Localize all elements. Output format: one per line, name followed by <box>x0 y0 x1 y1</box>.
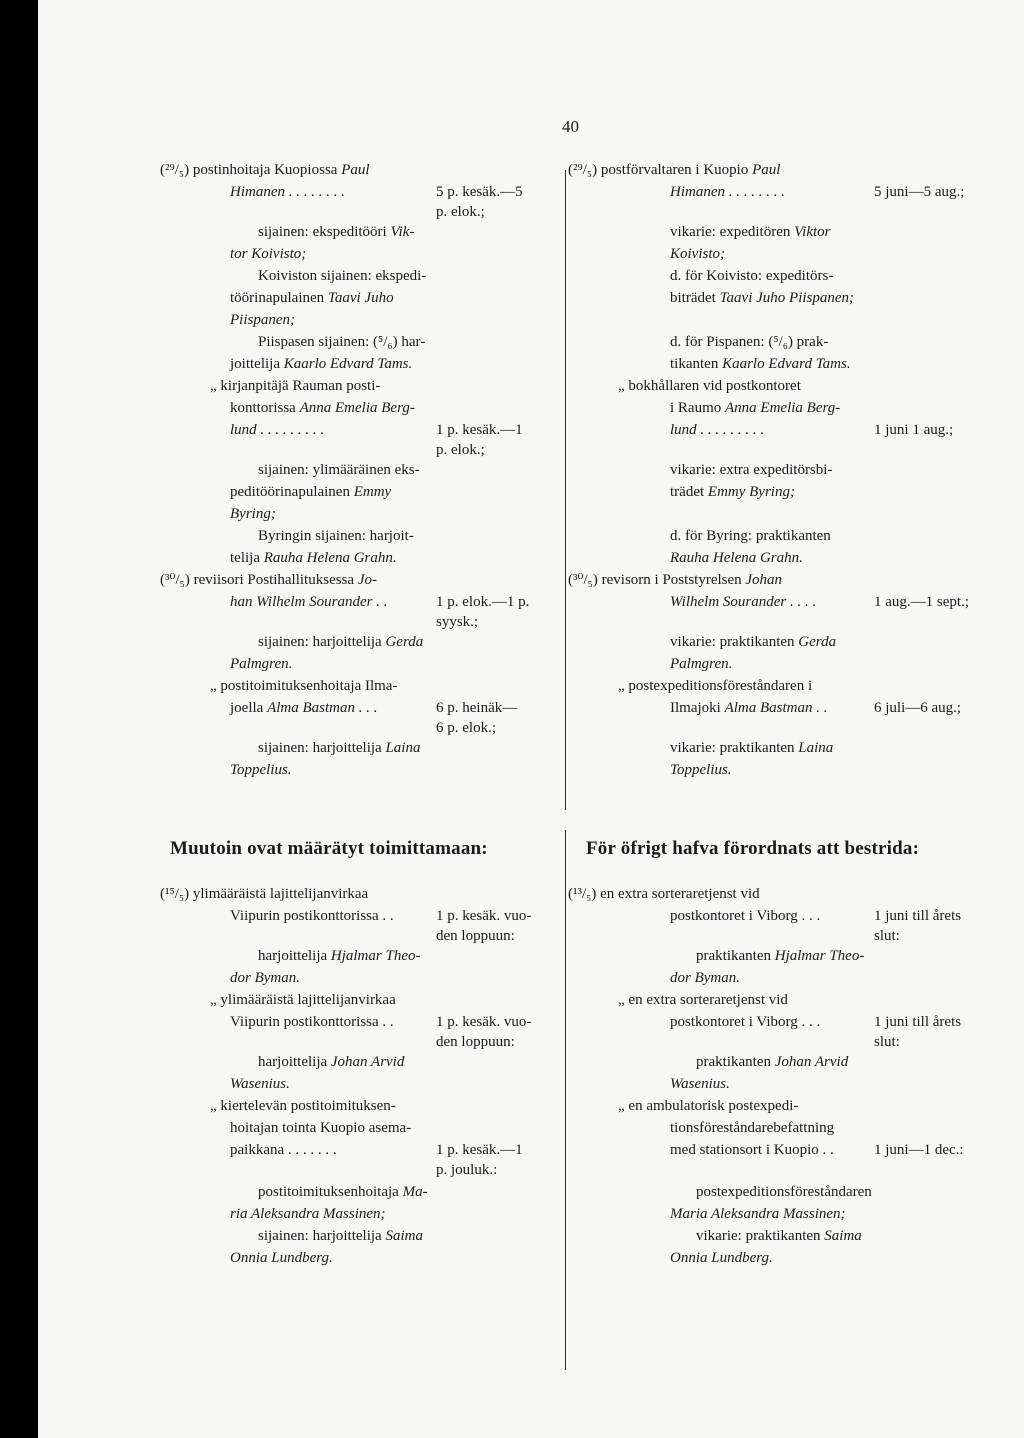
swedish-assignment-line <box>568 884 760 904</box>
swedish-entry-text: (²⁹/₅) postförvaltaren i Kuopio <box>568 162 753 178</box>
swedish-entry-date: 6 juli—6 aug.; <box>874 700 962 716</box>
finnish-entry-line <box>210 376 380 396</box>
swedish-entry-line <box>618 376 801 396</box>
swedish-entry-name-text: Johan <box>745 572 783 588</box>
swedish-entry-line <box>670 244 725 264</box>
finnish-entry-text: Byringin sijainen: harjoit- <box>258 528 414 544</box>
finnish-assignment-line <box>230 1248 333 1268</box>
swedish-entry-text: vikarie: extra expeditörsbi- <box>670 462 833 478</box>
finnish-entry-name-text: tor Koivisto; <box>230 246 307 262</box>
heading-finnish: Muutoin ovat määrätyt toimittamaan: <box>170 838 488 859</box>
finnish-entry-name-text: Himanen . . . . . . . . <box>230 184 345 200</box>
finnish-entry-line <box>230 504 276 524</box>
finnish-assignment-line <box>230 968 300 988</box>
finnish-assignment-date: 1 p. kesäk.—1 <box>436 1142 523 1158</box>
finnish-entry-text: konttorissa <box>230 400 300 416</box>
finnish-assignment-name-text: Hjalmar Theo- <box>330 948 421 964</box>
upper-swedish-column <box>568 160 868 800</box>
finnish-assignment-text: paikkana . . . . . . . <box>230 1142 337 1158</box>
finnish-entry-name-text: Taavi Juho <box>327 290 394 306</box>
finnish-assignment-line <box>258 946 420 966</box>
finnish-entry-line <box>230 244 306 264</box>
finnish-entry-line <box>160 160 370 180</box>
swedish-assignment-date: 1 juni till årets <box>874 908 962 924</box>
finnish-entry-line <box>230 310 295 330</box>
finnish-entry-date: 1 p. kesäk.—1 <box>436 422 523 438</box>
swedish-entry-text: vikarie: praktikanten <box>670 740 799 756</box>
finnish-entry-line <box>230 288 394 308</box>
swedish-entry-text: Ilmajoki <box>670 700 725 716</box>
swedish-entry-line <box>618 676 812 696</box>
finnish-entry-text: telija <box>230 550 264 566</box>
swedish-entry-text: „ bokhållaren vid postkontoret <box>618 378 801 394</box>
swedish-entry-date: 5 juni—5 aug.; <box>874 184 965 200</box>
column-divider-lower <box>565 830 566 1370</box>
swedish-entry-name-text: Palmgren. <box>670 656 733 672</box>
finnish-assignment-line <box>230 1074 290 1094</box>
finnish-assignment-text: harjoittelija <box>258 1054 331 1070</box>
finnish-assignment-date: p. jouluk.: <box>436 1162 498 1178</box>
finnish-assignment-date: 1 p. kesäk. vuo- <box>436 1014 532 1030</box>
finnish-entry-line <box>230 420 324 440</box>
swedish-entry-text: i Raumo <box>670 400 725 416</box>
swedish-assignment-line <box>670 1140 834 1160</box>
swedish-assignment-line <box>670 1012 820 1032</box>
finnish-assignment-name-text: Johan Arvid <box>330 1054 405 1070</box>
finnish-entry-name-text: Paul <box>341 162 370 178</box>
swedish-entry-text: d. för Byring: praktikanten <box>670 528 831 544</box>
swedish-assignment-name-text: Wasenius. <box>670 1076 730 1092</box>
finnish-entry-text: (²⁹/₅) postinhoitaja Kuopiossa <box>160 162 342 178</box>
swedish-assignment-line <box>670 1248 773 1268</box>
swedish-assignment-text: (¹³/₅) en extra sorteraretjenst vid <box>568 886 760 902</box>
swedish-assignment-line <box>696 946 864 966</box>
swedish-entry-text: „ postexpeditionsföreståndaren i <box>618 678 813 694</box>
column-divider-upper <box>565 170 566 810</box>
swedish-assignment-line <box>696 1052 848 1072</box>
finnish-assignment-name-text: Onnia Lundberg. <box>230 1250 333 1266</box>
swedish-entry-line <box>670 698 828 718</box>
swedish-assignment-date: slut: <box>874 928 900 944</box>
finnish-entry-line <box>230 698 378 718</box>
swedish-entry-line <box>670 398 840 418</box>
finnish-entry-line <box>230 482 391 502</box>
swedish-assignment-name-text: dor Byman. <box>670 970 740 986</box>
swedish-assignment-line <box>696 1182 872 1202</box>
finnish-entry-text: Koiviston sijainen: ekspedi- <box>258 268 427 284</box>
finnish-entry-line <box>258 738 420 758</box>
finnish-entry-text: töörinapulainen <box>230 290 328 306</box>
swedish-entry-name-text: Kaarlo Edvard Tams. <box>722 356 851 372</box>
swedish-entry-name-text: Anna Emelia Berg- <box>725 400 841 416</box>
swedish-entry-name-text: Gerda <box>798 634 837 650</box>
lower-swedish-column <box>568 884 872 1374</box>
swedish-assignment-date: slut: <box>874 1034 900 1050</box>
swedish-assignment-text: postkontoret i Viborg . . . <box>670 908 821 924</box>
finnish-assignment-line <box>230 906 394 926</box>
finnish-entry-name-text: Anna Emelia Berg- <box>299 400 415 416</box>
swedish-entry-text: d. för Pispanen: (⁵/₆) prak- <box>670 334 829 350</box>
finnish-entry-name-text: Piispanen; <box>230 312 295 328</box>
finnish-entry-line <box>160 570 377 590</box>
swedish-entry-name-text: Paul <box>752 162 781 178</box>
swedish-entry-line <box>670 288 854 308</box>
finnish-entry-line <box>258 460 420 480</box>
swedish-assignment-date: 1 juni—1 dec.: <box>874 1142 964 1158</box>
swedish-entry-name-text: Viktor <box>794 224 831 240</box>
finnish-entry-line <box>230 182 345 202</box>
swedish-entry-line <box>670 460 832 480</box>
swedish-entry-text: tikanten <box>670 356 723 372</box>
finnish-entry-name-text: Laina <box>385 740 421 756</box>
finnish-assignment-line <box>160 884 368 904</box>
finnish-entry-text: joittelija <box>230 356 284 372</box>
finnish-assignment-text: harjoittelija <box>258 948 331 964</box>
swedish-entry-line <box>568 160 780 180</box>
swedish-entry-date: 1 aug.—1 sept.; <box>874 594 969 610</box>
finnish-assignment-name-text: Saima <box>385 1228 423 1244</box>
swedish-entry-name-text: Emmy Byring; <box>707 484 795 500</box>
finnish-entry-text: Piispasen sijainen: (⁵/₆) har- <box>258 334 426 350</box>
swedish-entry-name-text: Rauha Helena Grahn. <box>670 550 803 566</box>
swedish-entry-text: (³⁰/₅) revisorn i Poststyrelsen <box>568 572 746 588</box>
swedish-entry-line <box>670 332 828 352</box>
finnish-entry-name-text: Gerda <box>385 634 424 650</box>
swedish-entry-line <box>670 632 836 652</box>
swedish-assignment-line <box>670 906 820 926</box>
finnish-entry-date: 6 p. heinäk— <box>436 700 518 716</box>
finnish-entry-text: joella <box>230 700 268 716</box>
swedish-assignment-name-text: Saima <box>824 1228 862 1244</box>
swedish-assignment-date: 1 juni till årets <box>874 1014 962 1030</box>
swedish-entry-line <box>670 738 833 758</box>
swedish-entry-name-text: Wilhelm Sourander . . . . <box>670 594 817 610</box>
swedish-entry-line <box>670 548 803 568</box>
swedish-entry-line <box>670 654 732 674</box>
finnish-entry-text: sijainen: ekspeditööri <box>258 224 391 240</box>
swedish-assignment-text: vikarie: praktikanten <box>696 1228 825 1244</box>
finnish-entry-name-text: Emmy <box>353 484 392 500</box>
finnish-assignment-line <box>258 1182 428 1202</box>
upper-finnish-column <box>160 160 440 800</box>
upper-swedish-dates-column <box>874 160 1024 716</box>
finnish-entry-line <box>230 548 397 568</box>
finnish-entry-text: sijainen: ylimääräinen eks- <box>258 462 420 478</box>
swedish-assignment-name-text: Johan Arvid <box>774 1054 849 1070</box>
finnish-entry-line <box>230 354 412 374</box>
finnish-entry-name-text: Toppelius. <box>230 762 292 778</box>
upper-finnish-dates-column <box>436 160 561 736</box>
swedish-entry-line <box>670 526 831 546</box>
swedish-assignment-line <box>670 1074 730 1094</box>
swedish-assignment-name-text: Hjalmar Theo- <box>774 948 865 964</box>
finnish-assignment-line <box>230 1140 337 1160</box>
page-number: 40 <box>562 117 579 136</box>
finnish-entry-name-text: Jo- <box>357 572 377 588</box>
finnish-entry-date: 5 p. kesäk.—5 <box>436 184 523 200</box>
finnish-entry-name-text: Kaarlo Edvard Tams. <box>283 356 413 372</box>
finnish-assignment-line <box>258 1226 423 1246</box>
finnish-entry-name-text: han Wilhelm Sourander . . <box>230 594 388 610</box>
swedish-assignment-text: „ en ambulatorisk postexpedi- <box>618 1098 799 1114</box>
finnish-entry-text: sijainen: harjoittelija <box>258 634 386 650</box>
finnish-assignment-name-text: dor Byman. <box>230 970 300 986</box>
document-page <box>38 0 1024 1438</box>
swedish-assignment-line <box>618 990 788 1010</box>
finnish-assignment-name-text: Wasenius. <box>230 1076 290 1092</box>
lower-finnish-dates-column <box>436 884 561 1204</box>
lower-finnish-column <box>160 884 440 1374</box>
swedish-assignment-line <box>618 1096 798 1116</box>
swedish-assignment-line <box>670 1204 846 1224</box>
finnish-assignment-text: Viipurin postikonttorissa . . <box>230 1014 394 1030</box>
finnish-assignment-line <box>230 1118 411 1138</box>
finnish-entry-line <box>230 398 415 418</box>
finnish-assignment-text: „ ylimääräistä lajittelijanvirkaa <box>210 992 396 1008</box>
swedish-entry-name-text: Laina <box>798 740 834 756</box>
swedish-entry-name-text: Toppelius. <box>670 762 732 778</box>
finnish-entry-line <box>258 526 414 546</box>
finnish-assignment-text: postitoimituksenhoitaja <box>258 1184 403 1200</box>
swedish-entry-text: vikarie: expeditören <box>670 224 795 240</box>
finnish-entry-name-text: Vik- <box>390 224 415 240</box>
finnish-entry-name-text: lund . . . . . . . . . <box>230 422 325 438</box>
swedish-entry-line <box>670 266 833 286</box>
swedish-entry-line <box>670 222 831 242</box>
swedish-assignment-text: postkontoret i Viborg . . . <box>670 1014 821 1030</box>
finnish-entry-date: 1 p. elok.—1 p. <box>436 594 530 610</box>
finnish-assignment-line <box>230 1204 386 1224</box>
finnish-entry-text: peditöörinapulainen <box>230 484 354 500</box>
finnish-assignment-date: den loppuun: <box>436 1034 515 1050</box>
finnish-assignment-text: (¹⁵/₅) ylimääräistä lajittelijanvirkaa <box>160 886 369 902</box>
finnish-entry-line <box>258 222 414 242</box>
swedish-assignment-text: „ en extra sorteraretjenst vid <box>618 992 788 1008</box>
finnish-entry-text: sijainen: harjoittelija <box>258 740 386 756</box>
finnish-entry-text: „ kirjanpitäjä Rauman posti- <box>210 378 381 394</box>
swedish-entry-line <box>670 354 851 374</box>
swedish-entry-line <box>670 182 785 202</box>
finnish-entry-name-text: Byring; <box>230 506 276 522</box>
swedish-assignment-text: postexpeditionsföreståndaren <box>696 1184 872 1200</box>
finnish-assignment-name-text: Ma- <box>402 1184 428 1200</box>
lower-swedish-dates-column <box>874 884 1024 1158</box>
finnish-assignment-text: hoitajan tointa Kuopio asema- <box>230 1120 412 1136</box>
finnish-entry-line <box>258 632 423 652</box>
swedish-assignment-name-text: Onnia Lundberg. <box>670 1250 773 1266</box>
finnish-entry-line <box>230 592 388 612</box>
swedish-entry-name-text: lund . . . . . . . . . <box>670 422 765 438</box>
finnish-assignment-line <box>210 1096 396 1116</box>
swedish-entry-line <box>568 570 782 590</box>
finnish-assignment-date: den loppuun: <box>436 928 515 944</box>
finnish-entry-name-text: Alma Bastman . . . <box>267 700 378 716</box>
finnish-assignment-text: sijainen: harjoittelija <box>258 1228 386 1244</box>
finnish-entry-date: p. elok.; <box>436 204 485 220</box>
swedish-entry-text: vikarie: praktikanten <box>670 634 799 650</box>
swedish-assignment-text: tionsföreståndarebefattning <box>670 1120 835 1136</box>
swedish-entry-line <box>670 760 732 780</box>
finnish-entry-line <box>258 332 425 352</box>
swedish-entry-text: trädet <box>670 484 708 500</box>
finnish-entry-line <box>230 760 292 780</box>
swedish-assignment-text: praktikanten <box>696 1054 775 1070</box>
swedish-entry-name-text: Himanen . . . . . . . . <box>670 184 785 200</box>
finnish-entry-text: „ postitoimituksenhoitaja Ilma- <box>210 678 398 694</box>
swedish-entry-name-text: Taavi Juho Piispanen; <box>719 290 855 306</box>
swedish-entry-text: d. för Koivisto: expeditörs- <box>670 268 834 284</box>
swedish-assignment-line <box>670 968 740 988</box>
finnish-entry-line <box>258 266 426 286</box>
finnish-assignment-text: Viipurin postikonttorissa . . <box>230 908 394 924</box>
finnish-assignment-line <box>210 990 396 1010</box>
finnish-assignment-date: 1 p. kesäk. vuo- <box>436 908 532 924</box>
swedish-entry-line <box>670 482 795 502</box>
swedish-entry-date: 1 juni 1 aug.; <box>874 422 954 438</box>
finnish-entry-text: (³⁰/₅) reviisori Postihallituksessa <box>160 572 358 588</box>
finnish-entry-date: syysk.; <box>436 614 479 630</box>
swedish-entry-name-text: Koivisto; <box>670 246 725 262</box>
swedish-assignment-text: praktikanten <box>696 948 775 964</box>
swedish-assignment-line <box>696 1226 862 1246</box>
finnish-assignment-text: „ kiertelevän postitoimituksen- <box>210 1098 396 1114</box>
swedish-assignment-text: med stationsort i Kuopio . . <box>670 1142 834 1158</box>
finnish-entry-name-text: Rauha Helena Grahn. <box>263 550 397 566</box>
finnish-entry-date: p. elok.; <box>436 442 485 458</box>
swedish-assignment-line <box>670 1118 834 1138</box>
swedish-entry-text: biträdet <box>670 290 720 306</box>
finnish-assignment-line <box>230 1012 394 1032</box>
finnish-entry-date: 6 p. elok.; <box>436 720 496 736</box>
finnish-entry-line <box>210 676 397 696</box>
swedish-assignment-name-text: Maria Aleksandra Massinen; <box>670 1206 846 1222</box>
swedish-entry-line <box>670 592 816 612</box>
heading-swedish: För öfrigt hafva förordnats att bestrida: <box>586 838 920 859</box>
swedish-entry-line <box>670 420 764 440</box>
finnish-assignment-line <box>258 1052 404 1072</box>
swedish-entry-name-text: Alma Bastman . . <box>724 700 828 716</box>
finnish-entry-name-text: Palmgren. <box>230 656 293 672</box>
finnish-assignment-name-text: ria Aleksandra Massinen; <box>230 1206 386 1222</box>
finnish-entry-line <box>230 654 292 674</box>
